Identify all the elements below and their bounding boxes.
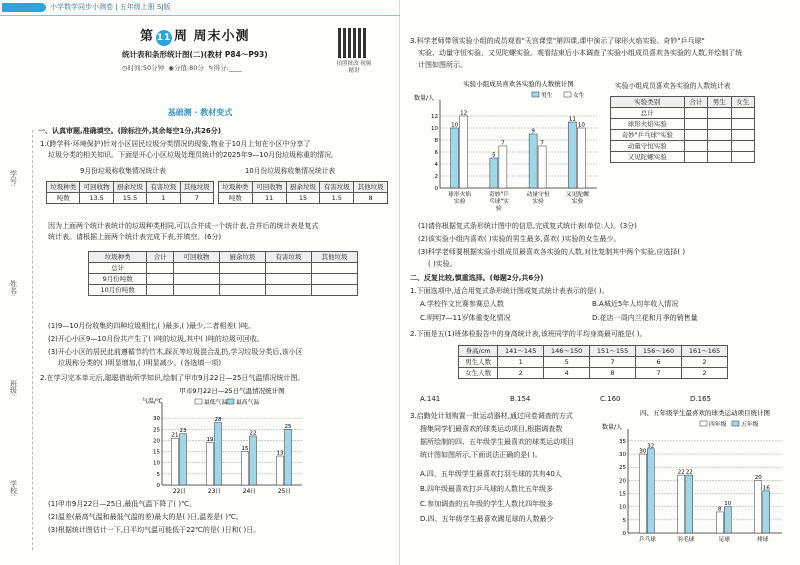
mc3-line3: 据所绘制的四、五年级学生最喜欢的球类运动项目 (420, 438, 574, 446)
y-tick-label: 0 (434, 186, 438, 192)
answer-cell[interactable] (708, 141, 731, 152)
mc1-option-c: C.明明7—11岁体重变化情况 (420, 314, 511, 322)
y-axis-label: 数量/人 (602, 424, 623, 431)
q1-sub3b: 垃圾称分类的( )明显增加,( )明显减少。(各选填一项) (58, 359, 222, 367)
mc1-option-a: A.学校作文比赛参赛总人数 (420, 300, 504, 308)
q3-line1: 3.科学老师带领实验小组的成员观看"天宫课堂"第四课,课中演示了球形火焰实验、奇妙"乒乓球" (410, 37, 705, 45)
q2-sub2: (2)温差(最高气温和最低气温的差)最大的是( )日,温差是( )℃。 (48, 513, 243, 521)
bar-value-label: 30 (639, 448, 647, 455)
ball-sports-chart (600, 407, 790, 547)
table-row (47, 193, 214, 204)
table-header-cell: 厨余垃圾 (286, 182, 320, 193)
q1-line3: 因为上面两个统计表统计的垃圾种类相同,可以合并成一个统计表,合并后的统计表是复式 (48, 222, 319, 230)
q2-sub3: (3)根据统计图估计一下,日平均气温可能低于22℃的是( )日和( )日。 (48, 526, 261, 534)
answer-cell[interactable] (265, 263, 311, 274)
answer-cell[interactable] (147, 263, 174, 274)
mc3-option-d: D.四、五年级学生最喜欢踢足球的人数最少 (420, 515, 554, 523)
y-tick-label: 35 (619, 438, 626, 445)
table-row (611, 141, 755, 152)
x-tick-label: 足球 (718, 537, 731, 543)
table-cell: 15.5 (113, 193, 146, 204)
bar (207, 443, 214, 485)
height-table (458, 345, 728, 379)
row-label: 10月份吨数 (89, 285, 147, 296)
mc1-option-d: D.花店一周内兰花和月季的销售量 (592, 314, 698, 322)
legend-label: 女生 (573, 93, 585, 99)
bar-value-label: 16 (762, 485, 770, 492)
table-header-cell: 可回收物 (80, 182, 113, 193)
table-cell: 5 (544, 357, 590, 368)
clock-icon: ◷ (122, 64, 128, 72)
table-header-cell: 男生 (708, 97, 731, 108)
page-title (140, 28, 250, 46)
full-score: 分值:80分 (173, 64, 204, 72)
q3-sub3b: ( )实验。 (428, 260, 457, 268)
bar (285, 429, 292, 485)
y-tick-label: 5 (156, 471, 160, 478)
bar-value-label: 19 (206, 437, 214, 444)
table-header-cell: 其他垃圾 (354, 182, 388, 193)
page-tag (2, 3, 46, 12)
row-label: 男生人数 (459, 357, 498, 368)
y-tick-label: 30 (619, 452, 626, 459)
answer-cell[interactable] (311, 263, 357, 274)
legend-label: 四年级 (709, 422, 727, 428)
x-tick-label: 实验 (453, 199, 466, 205)
bar (639, 454, 646, 533)
table-header-cell: 厨余垃圾 (113, 182, 146, 193)
mc2-option-c: C.160 (600, 395, 621, 403)
bar-value-label: 7 (501, 140, 505, 147)
table-cell: 7 (180, 193, 213, 204)
row-label: 吨数 (47, 193, 80, 204)
bar (763, 491, 770, 533)
answer-cell[interactable] (173, 285, 219, 296)
answer-cell[interactable] (147, 285, 174, 296)
q1-line1: 1.(跨学科·环境保护)针对小区居民垃圾分类情况的现象,物业于10月上旬在小区中分享了 (40, 140, 311, 148)
legend-label: 五年级 (741, 422, 759, 428)
table-header-cell: 有害垃圾 (147, 182, 180, 193)
y-tick-label: 2 (434, 174, 438, 180)
table-cell: 11 (252, 193, 286, 204)
table-cell: 2 (682, 368, 728, 379)
table-cell: 6 (636, 357, 682, 368)
q3-line2: 实验、动量守恒实验、又见陀螺实验。观看结束后小本调查了实验小组成员喜欢各实验的人数,并绘制了统 (418, 49, 743, 57)
table-header-cell: 合计 (147, 252, 174, 263)
x-tick-label: 羽毛球 (677, 537, 695, 543)
table-header-cell: 其他垃圾 (311, 252, 357, 263)
qr-label: 拍照批改 视频精讲 (336, 61, 372, 75)
answer-cell[interactable] (265, 274, 311, 285)
y-tick-label: 8 (434, 138, 438, 144)
x-tick-label: 实验 (532, 199, 544, 205)
q1-line4: 统计表。请根据上面两个统计表完成下表,并填空。(6分) (48, 233, 222, 241)
bar-value-label: 11 (568, 116, 576, 123)
answer-cell[interactable] (684, 108, 707, 119)
bar-value-label: 20 (754, 474, 762, 481)
table-cell: 15 (286, 193, 320, 204)
mc2-option-d: D.165 (690, 395, 711, 403)
q1-sub2: (2)开心小区9—10月份共产生了( )吨的垃圾,其中( )吨的垃圾可回收。 (48, 335, 264, 343)
legend-swatch (227, 399, 234, 404)
chart-title: 四、五年级学生最喜欢的球类运动项目统计图 (640, 409, 770, 417)
bar-value-label: 10 (724, 501, 732, 508)
table-header-cell: 151～155 (590, 346, 636, 357)
table-header-row (611, 97, 755, 108)
y-tick-label: 25 (619, 465, 626, 472)
bar (215, 423, 222, 485)
legend-swatch (532, 92, 539, 97)
week-number-badge: 11 (156, 30, 172, 46)
answer-cell[interactable] (731, 130, 754, 141)
week-suffix: 周 周末小测 (174, 29, 250, 44)
test-header (100, 28, 372, 98)
table-cell: 1 (498, 357, 544, 368)
bar (499, 146, 507, 188)
table-header-cell: 实验类别 (611, 97, 685, 108)
bar-value-label: 23 (179, 428, 187, 435)
row-label: 动量守恒实验 (611, 141, 685, 152)
y-tick-label: 15 (153, 449, 160, 456)
row-label: 总计 (89, 263, 147, 274)
table-header-cell: 可回收物 (173, 252, 219, 263)
bar (277, 456, 284, 485)
y-tick-label: 20 (153, 438, 160, 445)
table-header-cell: 有害垃圾 (320, 182, 354, 193)
answer-cell[interactable] (265, 285, 311, 296)
x-tick-label: 又见陀螺 (565, 192, 589, 198)
x-tick-label: 25日 (277, 489, 292, 495)
q2-sub1: (1)甲市9月22日—25日,最低气温下降了( )℃。 (48, 500, 196, 508)
q1-sub3a: (3)开心小区的居民此前遵循节约竹木,踩瓦等垃圾混合乱扔,学习垃圾分类后,该小区 (48, 348, 303, 356)
table-cell: 7 (636, 368, 682, 379)
bar (538, 146, 546, 188)
section1-title: 一、认真审题,准确填空。(除标注外,其余每空1分,共26分) (38, 127, 221, 135)
table-cell: 4 (544, 368, 590, 379)
table-row (89, 285, 358, 296)
name-label: 姓名: (9, 280, 18, 297)
chart-title: 甲市9月22日—25日气温情况统计图 (179, 387, 285, 395)
answer-cell[interactable] (311, 285, 357, 296)
row-label: 总计 (611, 108, 685, 119)
answer-cell[interactable] (708, 152, 731, 163)
bar (250, 436, 257, 485)
answer-cell[interactable] (173, 263, 219, 274)
q1-sub1: (1)9—10月份收集的四种垃圾相比,( )最多,( )最少,二者相差( )吨。 (48, 322, 256, 330)
bar-value-label: 13 (276, 450, 284, 457)
table-cell: 1 (147, 193, 180, 204)
answer-cell[interactable] (684, 130, 707, 141)
bar-value-label: 7 (540, 140, 544, 147)
experiment-table-caption: 实验小组成员喜欢各实验的人数统计表 (615, 82, 731, 90)
q3-line3: 计图如图所示。 (418, 61, 467, 69)
bar-value-label: 22 (249, 430, 257, 437)
bar-value-label: 28 (214, 417, 222, 424)
oct-table-caption: 10月份垃圾称收集情况统计表 (245, 167, 336, 175)
q3-sub1: (1)请你根据复式条形统计图中的信息,完成复式统计表(单位:人)。(3分) (418, 222, 637, 230)
temperature-chart (140, 385, 310, 497)
table-header-cell: 161～165 (682, 346, 728, 357)
legend-swatch (700, 421, 707, 426)
bar (755, 480, 762, 533)
bar-value-label: 9 (531, 128, 535, 135)
result-icon: ✎ (208, 64, 214, 72)
sept-table-caption: 9月份垃圾称收集情况统计表 (80, 167, 166, 175)
q1-line2: 垃圾分类的相关知识。下面是开心小区垃圾处理员统计的2025年9—10月份垃圾称重的情况。 (48, 151, 339, 159)
answer-cell[interactable] (147, 274, 174, 285)
y-tick-label: 15 (619, 491, 626, 498)
bar (172, 438, 179, 485)
mc3-option-c: C.参加调查的五年级的学生人数比四年级多 (420, 500, 554, 508)
y-axis-label: 气温/℃ (142, 398, 163, 405)
binding-line (32, 130, 33, 550)
table-cell: 8 (590, 368, 636, 379)
y-tick-label: 30 (153, 416, 160, 423)
table-row (459, 357, 728, 368)
top-bar (0, 0, 400, 16)
table-header-row (459, 346, 728, 357)
answer-cell[interactable] (708, 119, 731, 130)
row-label: 又见陀螺实验 (611, 152, 685, 163)
oct-table (218, 181, 388, 204)
table-header-cell: 垃圾种类 (219, 182, 253, 193)
table-header-cell: 146～150 (544, 346, 590, 357)
score-icon: ◉ (168, 64, 174, 72)
mc2-question: 2.下面是五(1)班体检报告中的身高统计表,该班同学的平均身高最可能是( )。 (410, 330, 647, 338)
mc3-option-a: A.四、五年级学生最喜欢打羽毛球的共有40人 (420, 470, 562, 478)
row-label: 吨数 (219, 193, 253, 204)
mc3-option-b: B.四年级最喜欢打乒乓球的人数比五年级多 (420, 485, 554, 493)
bar (568, 122, 576, 188)
legend-swatch (564, 92, 571, 97)
legend-swatch (195, 399, 202, 404)
row-label: 9月份吨数 (89, 274, 147, 285)
table-header-cell: 身高/cm (459, 346, 498, 357)
mc3-line1: 3.启勤处计划购置一批运动器材,通过问卷调查的方式 (410, 412, 573, 420)
x-tick-label: 22日 (172, 489, 187, 495)
bar-value-label: 5 (492, 152, 496, 159)
y-tick-label: 6 (434, 150, 438, 156)
time-limit: 时间:50分钟 (127, 64, 165, 72)
y-tick-label: 4 (434, 162, 438, 168)
bar (686, 475, 693, 533)
table-cell: 1.5 (320, 193, 354, 204)
right-page (400, 0, 800, 565)
week-prefix: 第 (140, 29, 155, 44)
table-row (611, 152, 755, 163)
y-tick-label: 10 (431, 126, 438, 132)
legend-swatch (732, 421, 739, 426)
table-header-cell: 156～160 (636, 346, 682, 357)
table-row (459, 368, 728, 379)
sept-table (46, 181, 214, 204)
table-header-cell: 女生 (731, 97, 754, 108)
table-row (611, 119, 755, 130)
answer-cell[interactable] (731, 152, 754, 163)
y-tick-label: 5 (622, 517, 626, 524)
bar-value-label: 10 (577, 122, 585, 129)
y-tick-label: 12 (431, 114, 438, 120)
mc2-option-a: A.141 (420, 395, 441, 403)
bar (451, 128, 459, 188)
section2-title: 二、反复比较,慎重选择。(每题2分,共6分) (410, 274, 544, 282)
qr-code[interactable] (338, 28, 368, 58)
answer-cell[interactable] (684, 152, 707, 163)
table-header-cell: 141～145 (498, 346, 544, 357)
legend-label: 最低气温 (204, 400, 228, 406)
y-tick-label: 25 (153, 427, 160, 434)
bar-value-label: 12 (460, 110, 468, 117)
table-row (219, 193, 388, 204)
table-row (89, 263, 358, 274)
legend-label: 最高气温 (236, 400, 260, 406)
class-label: 班级: (9, 380, 18, 397)
mc3-line2: 搜集同学们最喜欢的球类运动项目,根据调查数 (420, 425, 563, 433)
bar (724, 507, 731, 533)
y-axis-label: 数量/人 (414, 95, 435, 102)
bar (716, 512, 723, 533)
section-banner: 基础测 · 教材变式 (167, 108, 233, 117)
table-header-row (47, 182, 214, 193)
x-tick-label: 23日 (207, 489, 222, 495)
answer-cell[interactable] (684, 141, 707, 152)
table-cell: 8 (354, 193, 388, 204)
bar-value-label: 22 (685, 469, 693, 476)
answer-cell[interactable] (173, 274, 219, 285)
bar-value-label: 32 (647, 443, 655, 450)
bar (490, 158, 498, 188)
lesson-subtitle: 统计表和条形统计图(二)(教材 P84～P93) (122, 50, 268, 59)
table-header-cell: 有害垃圾 (265, 252, 311, 263)
table-cell: 2 (498, 368, 544, 379)
bar (180, 434, 187, 485)
row-label: 球形火焰实验 (611, 119, 685, 130)
y-tick-label: 10 (619, 504, 626, 511)
mc3-line4: 统计图如图所示,下面说法正确的是( )。 (420, 451, 542, 459)
table-header-cell: 合计 (684, 97, 707, 108)
table-row (611, 130, 755, 141)
table-cell: 7 (590, 357, 636, 368)
x-tick-label: 验 (495, 206, 502, 212)
student-id-label: 学号: (9, 170, 18, 187)
chart-title: 实验小组成员喜欢各实验的人数统计图 (463, 80, 574, 88)
table-header-cell: 其他垃圾 (180, 182, 213, 193)
y-tick-label: 0 (156, 483, 160, 489)
answer-cell[interactable] (311, 274, 357, 285)
x-tick-label: 排球 (756, 537, 769, 543)
table-header-cell: 厨余垃圾 (219, 252, 265, 263)
table-header-cell: 垃圾种类 (47, 182, 80, 193)
table-row (611, 108, 755, 119)
x-tick-label: 球形火焰 (448, 192, 472, 198)
test-meta (122, 64, 242, 73)
series-title: 小学数学同步小测卷 | 五年级上册 SJ版 (50, 3, 171, 11)
mc1-question: 1.下面选项中,适合用复式条形统计图或复式统计表表示的是( )。 (410, 287, 609, 295)
q3-sub2: (2)该实验小组内喜欢( )实验的男生最多,喜欢( )实验的女生最少。 (418, 235, 621, 243)
table-cell: 13.5 (80, 193, 113, 204)
x-tick-label: 乒乓球 (638, 537, 656, 543)
q2-intro: 2.在学习完本单元后,聪聪借助所学知识,绘制了甲市9月22日—25日气温情况统计图。 (40, 374, 305, 382)
row-label: 奇妙"乒乓球"实验 (611, 130, 685, 141)
bar-value-label: 22 (677, 469, 685, 476)
answer-cell[interactable] (731, 108, 754, 119)
y-tick-label: 10 (153, 460, 160, 467)
merged-table (88, 251, 358, 296)
bar-value-label: 21 (171, 432, 179, 439)
table-header-row (219, 182, 388, 193)
experiment-chart (412, 78, 607, 218)
x-tick-label: 奇妙"乒 (488, 192, 509, 198)
answer-cell[interactable] (684, 119, 707, 130)
answer-cell[interactable] (219, 263, 265, 274)
bar (529, 134, 537, 188)
score-field: 得分:____ (213, 64, 242, 72)
bar (577, 128, 585, 188)
bar (242, 452, 249, 485)
answer-cell[interactable] (731, 141, 754, 152)
answer-cell[interactable] (219, 285, 265, 296)
table-header-row (89, 252, 358, 263)
mc1-option-b: B.A城近5年人均年收入情况 (592, 300, 679, 308)
table-row (89, 274, 358, 285)
row-label: 女生人数 (459, 368, 498, 379)
answer-cell[interactable] (708, 108, 731, 119)
bar-value-label: 10 (451, 122, 459, 129)
y-tick-label: 20 (619, 478, 626, 485)
experiment-table (610, 96, 755, 163)
bar-value-label: 15 (241, 446, 249, 453)
x-tick-label: 乓球"实 (488, 199, 509, 205)
table-cell: 2 (682, 357, 728, 368)
mc2-option-b: B.154 (510, 395, 531, 403)
table-header-cell: 垃圾种类 (89, 252, 147, 263)
answer-cell[interactable] (731, 119, 754, 130)
legend-label: 男生 (541, 93, 553, 99)
q3-sub3a: (3)科学老师要根据实验小组成员最喜欢各实验的人数,对比复制其中两个实验,应选择( ) (418, 248, 686, 256)
x-tick-label: 动量守恒 (526, 192, 550, 198)
x-tick-label: 实验 (571, 199, 584, 205)
bar (678, 475, 685, 533)
school-label: 学校: (9, 480, 18, 497)
table-header-cell: 可回收物 (252, 182, 286, 193)
bar-value-label: 25 (284, 423, 292, 430)
bar-value-label: 8 (718, 506, 722, 513)
bar (460, 116, 468, 188)
bar (647, 449, 654, 533)
x-tick-label: 24日 (242, 489, 257, 495)
answer-cell[interactable] (708, 130, 731, 141)
answer-cell[interactable] (219, 274, 265, 285)
y-tick-label: 0 (622, 531, 626, 537)
